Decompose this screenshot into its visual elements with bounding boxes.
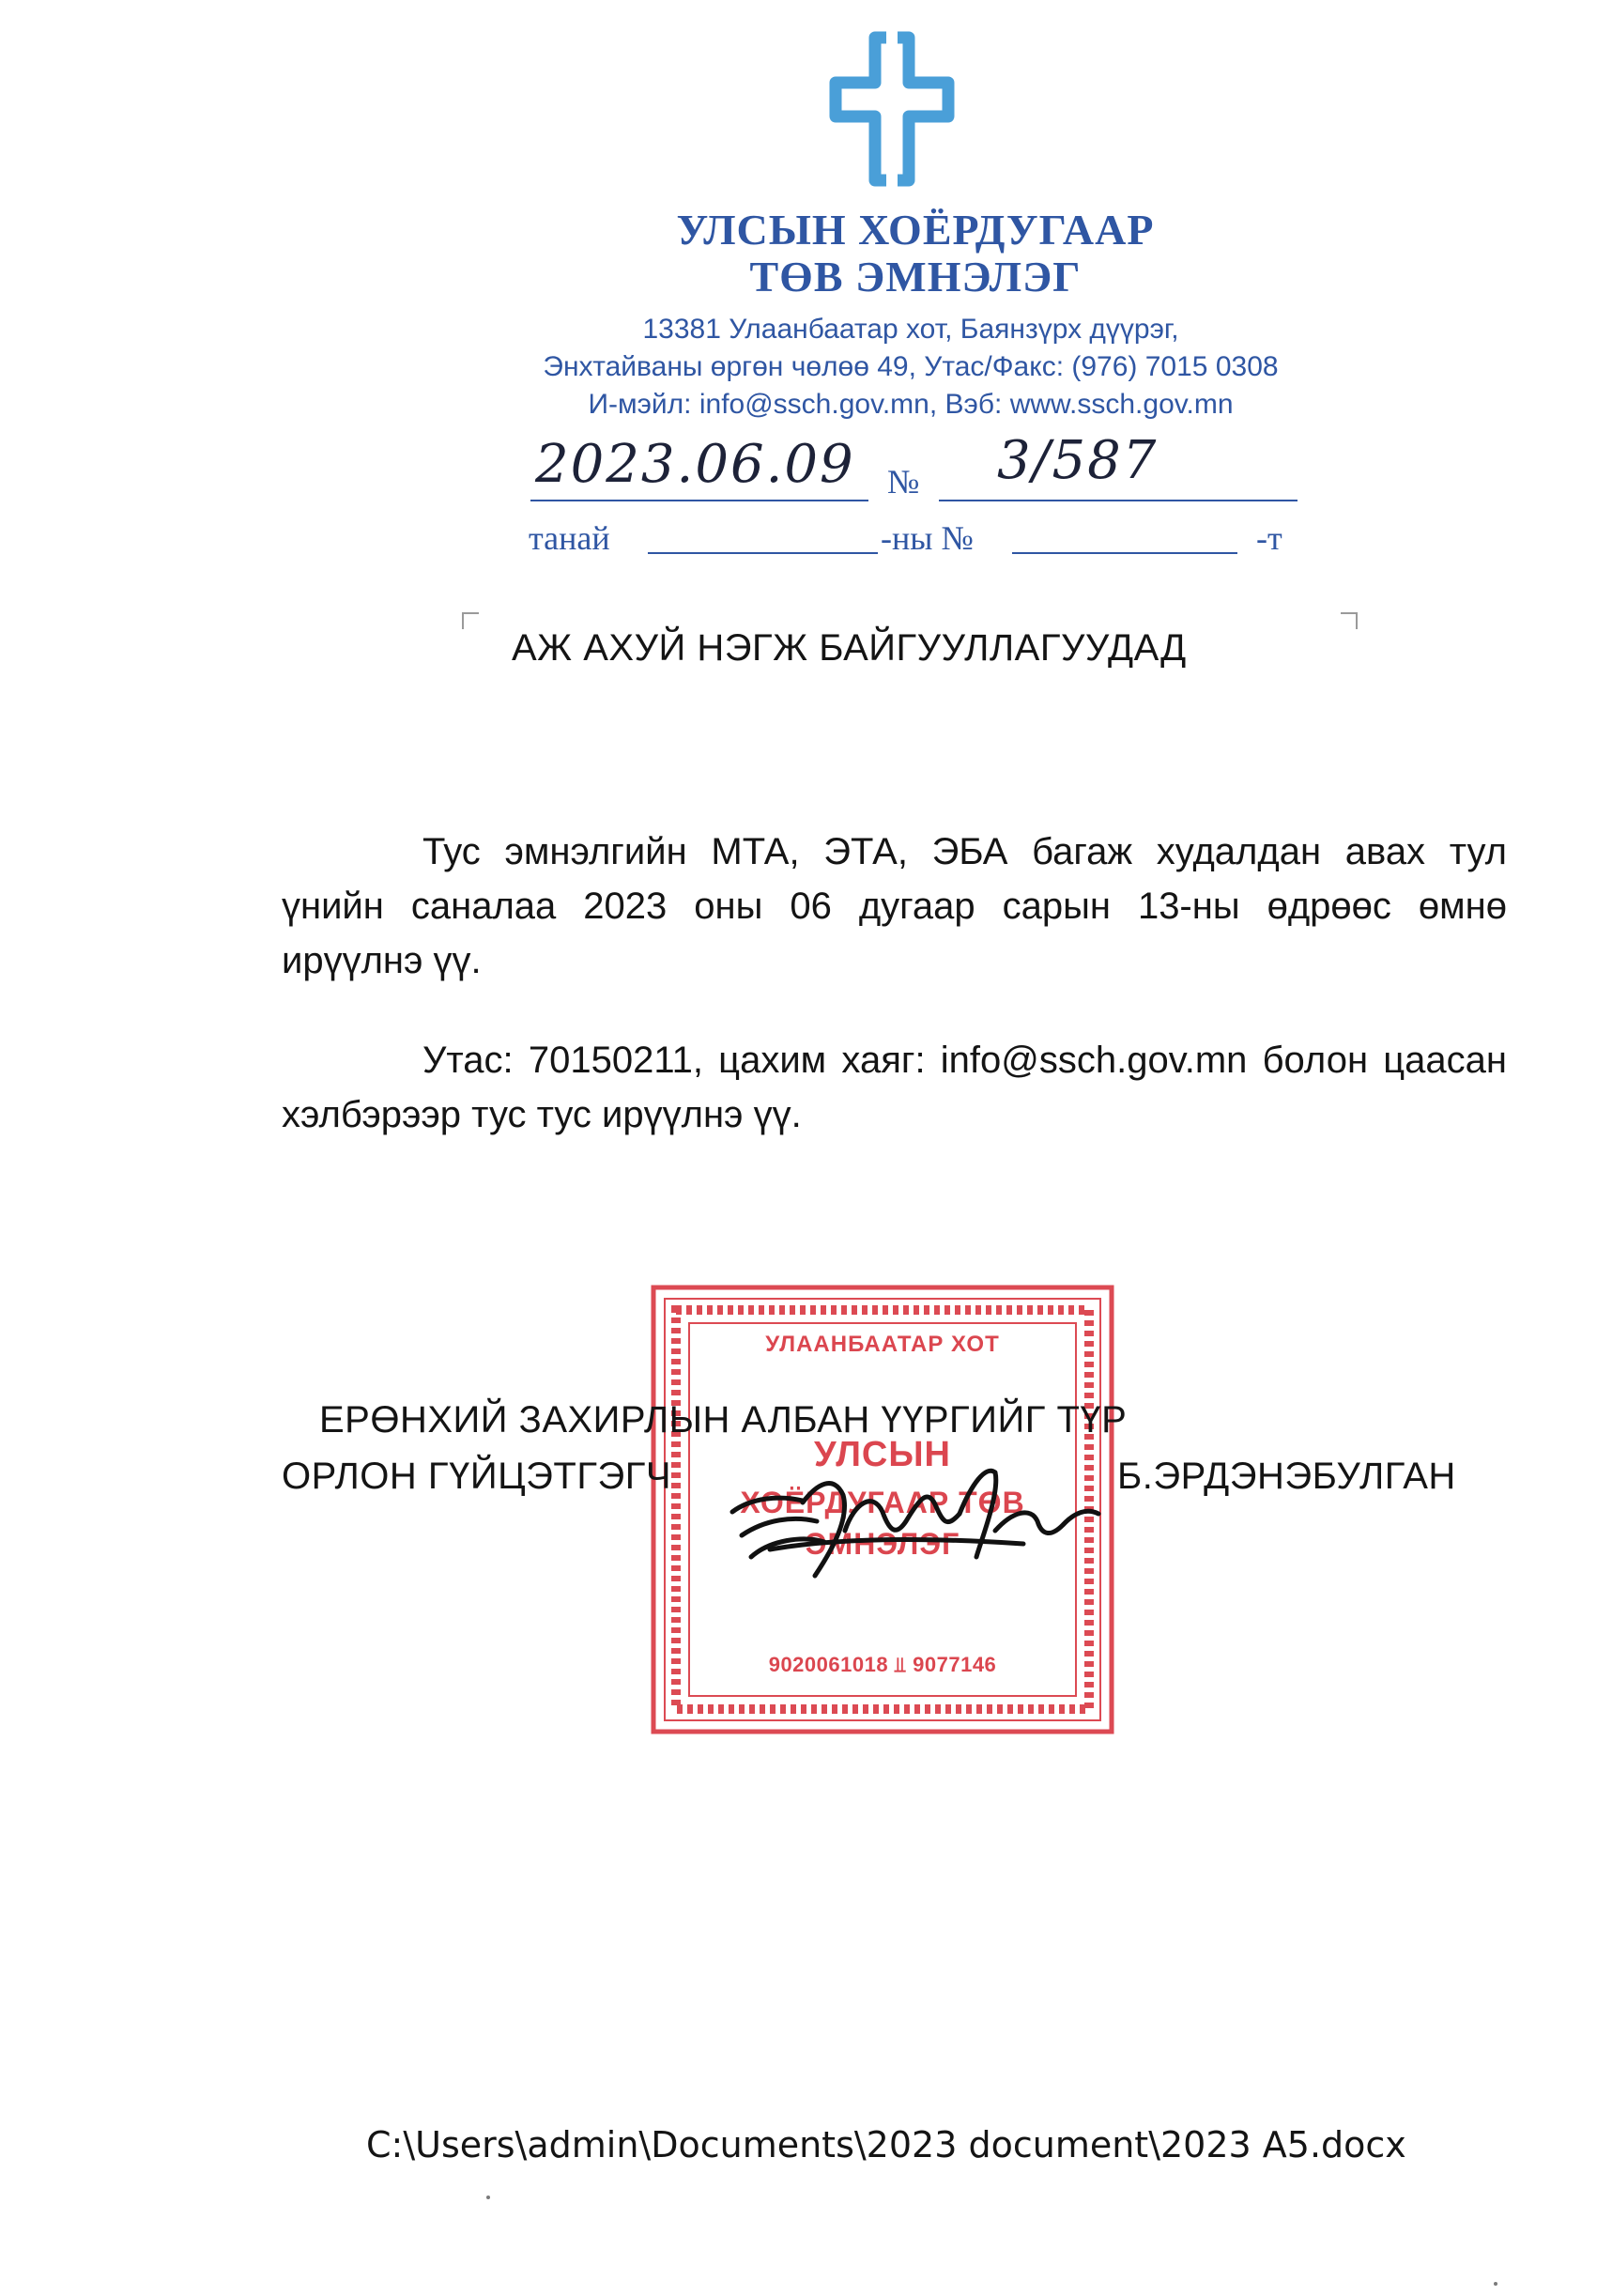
yours-number-underline — [1012, 552, 1237, 554]
address-line1: 13381 Улаанбаатар хот, Баянзүрх дүүрэг, — [642, 314, 1179, 345]
stamp-bottom-text: 9020061018 ⫫ 9077146 — [768, 1653, 997, 1676]
file-path: C:\Users\admin\Documents\2023 document\2023 A5.docx — [366, 2124, 1406, 2165]
scan-speck — [1494, 2282, 1497, 2286]
stamp-center-line3: ЭМНЭЛЭГ — [805, 1527, 960, 1561]
hospital-cross-icon — [826, 28, 958, 190]
signatory-title-line1: ЕРӨНХИЙ ЗАХИРЛЫН АЛБАН ҮҮРГИЙГ ТҮР — [319, 1399, 1128, 1441]
address-line2: Энхтайваны өргөн чөлөө 49, Утас/Факс: (976) 7015 0308 — [543, 351, 1279, 382]
yours-label: танай — [529, 519, 610, 557]
stamp-center-line1: УЛСЫН — [814, 1435, 951, 1474]
suffix-label: -т — [1256, 519, 1282, 557]
number-handwritten: 3/587 — [997, 430, 1159, 491]
stamp-top-text: УЛААНБААТАР ХОТ — [765, 1332, 1000, 1357]
handwritten-signature — [714, 1446, 1108, 1587]
of-number-label: -ны № — [881, 519, 974, 557]
addressee-corner-right — [1341, 612, 1358, 629]
signatory-title-line2: ОРЛОН ГҮЙЦЭТГЭГЧ — [282, 1456, 672, 1497]
org-name-line1: УЛСЫН ХОЁРДУГААР — [676, 206, 1155, 254]
org-name-line2: ТӨВ ЭМНЭЛЭГ — [749, 253, 1082, 300]
date-handwritten: 2023.06.09 — [535, 434, 855, 495]
number-underline — [939, 500, 1298, 501]
stamp-center-line2: ХОЁРДУГААР ТӨВ — [740, 1486, 1025, 1519]
body-paragraph-2: Утас: 70150211, цахим хаяг: info@ssch.gov.mn болон цаасан хэлбэрээр тус тус ирүүлнэ үү. — [282, 1040, 1507, 1135]
address-line3: И-мэйл: info@ssch.gov.mn, Вэб: www.ssch.gov.mn — [588, 389, 1234, 420]
addressee-corner-left — [462, 612, 479, 629]
date-underline — [530, 500, 868, 501]
number-label: № — [887, 463, 920, 501]
yours-date-underline — [648, 552, 878, 554]
scan-speck — [486, 2196, 490, 2199]
addressee: АЖ АХУЙ НЭГЖ БАЙГУУЛЛАГУУДАД — [512, 627, 1187, 669]
signatory-name: Б.ЭРДЭНЭБУЛГАН — [1117, 1456, 1456, 1497]
body-paragraph-1: Тус эмнэлгийн МТА, ЭТА, ЭБА багаж худалдан авах тул үнийн саналаа 2023 оны 06 дугаар сарын 13-ны өдрөөс өмнө ирүүлнэ үү. — [282, 831, 1507, 981]
